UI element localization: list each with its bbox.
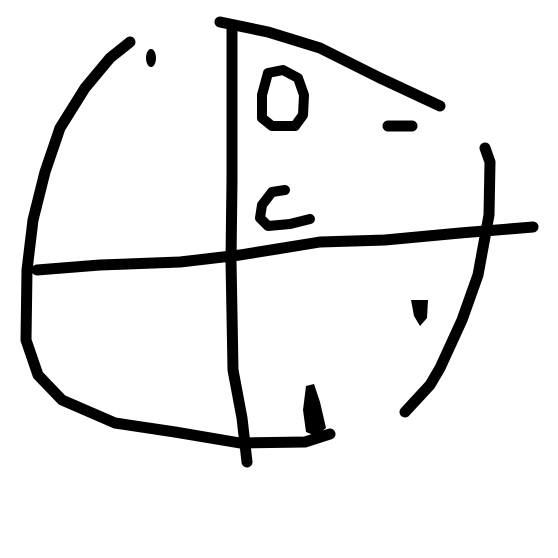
- ink-blob-right: [411, 300, 428, 326]
- circle-arc-right: [405, 148, 490, 412]
- horizontal-divider: [37, 227, 533, 270]
- vertical-divider: [231, 28, 247, 462]
- letter-c-stroke: [260, 190, 310, 226]
- letter-o-stroke: [262, 70, 304, 126]
- ink-blob-bottom: [303, 384, 326, 436]
- circle-arc-top: [220, 22, 440, 106]
- ink-dot-top-left: [146, 49, 156, 67]
